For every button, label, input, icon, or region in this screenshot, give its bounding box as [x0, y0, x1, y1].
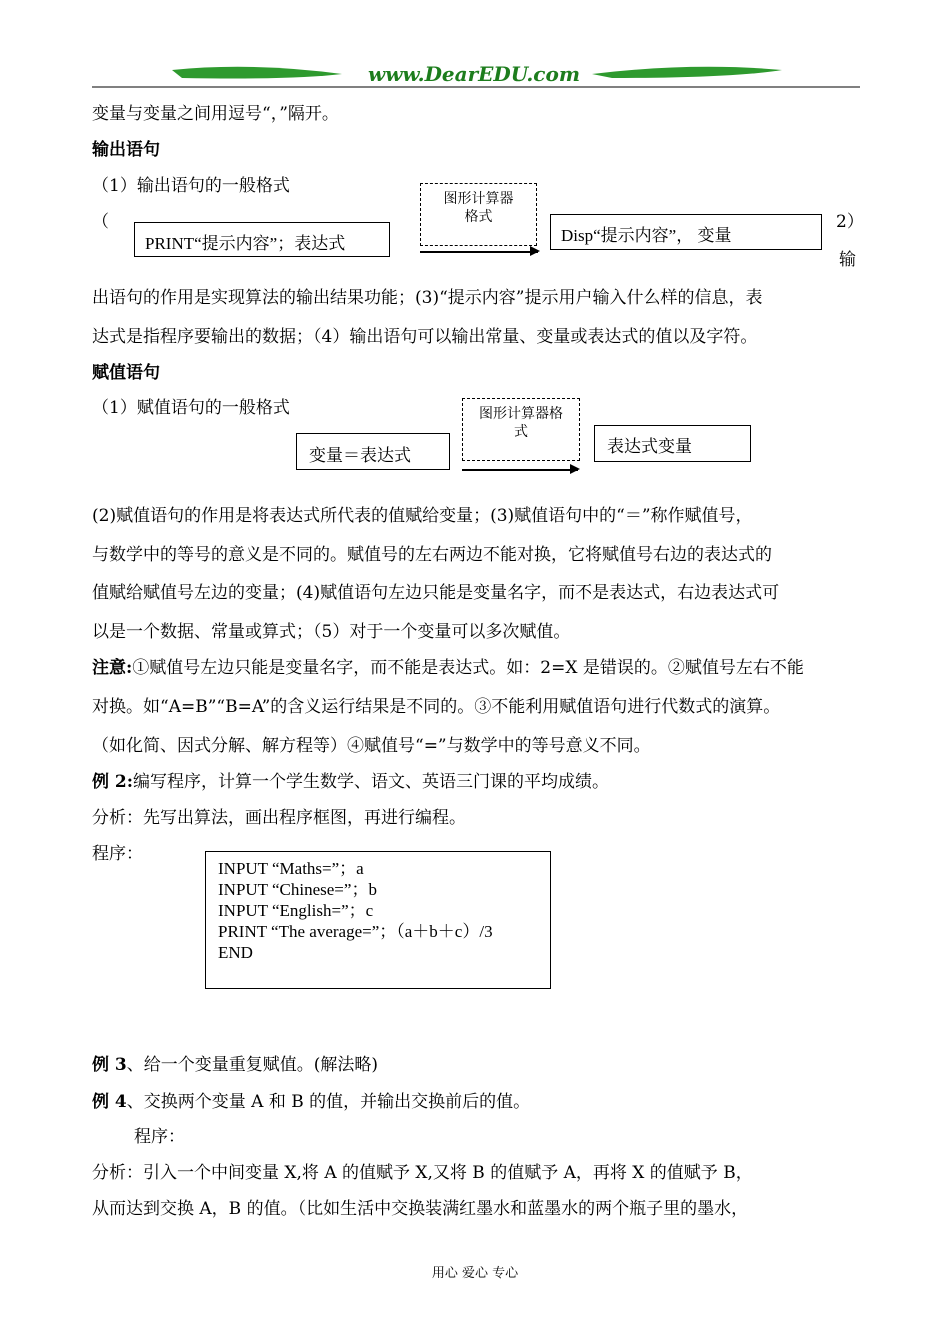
code-line: PRINT “The average=”；（a＋b＋c）/3: [218, 922, 493, 941]
text-line: 对换。如“A=B”“B=A”的含义运行结果是不同的。③不能利用赋值语句进行代数式的演算。: [92, 697, 781, 717]
example-2-line: [92, 772, 609, 792]
text-line: 以是一个数据、常量或算式；（5）对于一个变量可以多次赋值。: [92, 622, 571, 642]
text-line: 程序：: [92, 844, 143, 864]
text-line: 达式是指程序要输出的数据；（4）输出语句可以输出常量、变量或表达式的值以及字符。: [92, 327, 758, 347]
code-line: INPUT “English=”；c: [218, 901, 374, 920]
diagram-disp-box: [550, 214, 822, 250]
text-line: （: [92, 212, 109, 232]
text-line: (2)赋值语句的作用是将表达式所代表的值赋给变量；(3)赋值语句中的“＝”称作赋值号，: [92, 506, 753, 526]
example-3-text: 、给一个变量重复赋值。(解法略): [126, 1055, 379, 1075]
text-line: 值赋给赋值号左边的变量；(4)赋值语句左边只能是变量名字，而不是表达式，右边表达式可: [92, 583, 780, 603]
section-heading-output: 输出语句: [92, 140, 160, 160]
text-line: （1）赋值语句的一般格式: [92, 398, 290, 418]
example-4-line: [92, 1092, 530, 1112]
diagram-calculator-text: 图形计算器格式: [443, 191, 514, 225]
diagram-print-text: PRINT“提示内容”；表达式: [145, 234, 346, 253]
note-text: ①赋值号左边只能是变量名字，而不能是表达式。如：2=X 是错误的。②赋值号左右不能: [132, 658, 804, 678]
example-3-label: 例 3: [92, 1055, 127, 1075]
text-line: 2）: [836, 212, 864, 232]
text-line: 分析：引入一个中间变量 X,将 A 的值赋予 X,又将 B 的值赋予 A，再将 X 的值赋予 B，: [92, 1163, 753, 1183]
text-line: 变量与变量之间用逗号“，”隔开。: [92, 104, 339, 124]
diagram-result-box: [594, 425, 751, 462]
diagram-disp-text: Disp“提示内容”， 变量: [561, 226, 732, 245]
diagram-print-box: [134, 222, 390, 257]
example-2-label: 例 2:: [92, 772, 134, 792]
example-4-text: 、交换两个变量 A 和 B 的值，并输出交换前后的值。: [126, 1092, 531, 1112]
header-banner: [92, 60, 860, 92]
text-line: 输: [839, 250, 856, 270]
arrow-icon: [420, 251, 538, 253]
diagram-result-text: 表达式变量: [607, 437, 692, 456]
text-line: 与数学中的等号的意义是不同的。赋值号的左右两边不能对换，它将赋值号右边的表达式的: [92, 545, 772, 565]
text-line: 程序：: [134, 1127, 185, 1147]
example-4-label: 例 4: [92, 1092, 127, 1112]
example-2-text: 编写程序，计算一个学生数学、语文、英语三门课的平均成绩。: [133, 772, 610, 792]
text-line: 出语句的作用是实现算法的输出结果功能；(3)“提示内容”提示用户输入什么样的信息，表: [92, 288, 763, 308]
code-line: END: [218, 943, 253, 962]
note-label: 注意:: [92, 658, 133, 678]
footer-text: 用心 爱心 专心: [431, 1266, 519, 1281]
section-heading-assign: 赋值语句: [92, 363, 160, 383]
example-3-line: [92, 1055, 378, 1075]
diagram-calculator-box: [420, 183, 537, 246]
code-line: INPUT “Chinese=”；b: [218, 880, 377, 899]
note-line: [92, 658, 804, 678]
diagram-calculator-text: 图形计算器格式: [479, 406, 563, 440]
text-line: 分析：先写出算法，画出程序框图，再进行编程。: [92, 808, 466, 828]
text-line: （如化简、因式分解、解方程等）④赋值号“=”与数学中的等号意义不同。: [92, 736, 651, 756]
arrow-icon: [462, 469, 578, 471]
header-logo-text: www.DearEDU.com: [367, 62, 580, 86]
text-line: 从而达到交换 A，B 的值。（比如生活中交换装满红墨水和蓝墨水的两个瓶子里的墨水，: [92, 1199, 749, 1219]
text-line: （1）输出语句的一般格式: [92, 176, 290, 196]
diagram-assign-box: [296, 433, 450, 470]
diagram-assign-text: 变量＝表达式: [309, 446, 411, 465]
code-line: INPUT “Maths=”；a: [218, 859, 364, 878]
code-box: [205, 851, 551, 989]
diagram-calculator-box: [462, 398, 580, 461]
